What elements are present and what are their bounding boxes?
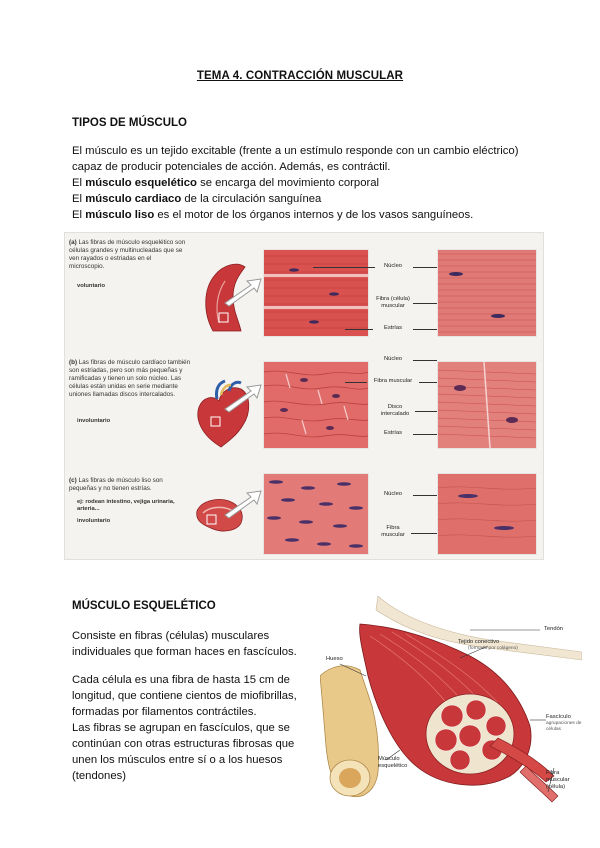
section-heading-skeletal: MÚSCULO ESQUELÉTICO <box>72 600 216 612</box>
leader-line <box>345 329 373 330</box>
label-fascicle: Fascículo <box>546 714 571 720</box>
panel-b-caption: (b) Las fibras de músculo cardíaco también son estriadas, pero son más pequeñas y ramificadas y tienen un solo núcleo. Las células están unidas en serie mediante uniones llamadas discos intercalados. <box>69 359 191 398</box>
panel-a-caption: (a) Las fibras de músculo esquelético son células grandes y multinucleadas que se ven rayados o estriadas en el microscopio. <box>69 239 186 270</box>
label-muscle-fiber: Fibra muscular <box>373 378 413 384</box>
paragraph-line: Cada célula es una fibra de hasta 15 cm de <box>72 674 290 686</box>
intro-line: capaz de producir potenciales de acción. Además, es contráctil. <box>72 161 391 173</box>
arrow-b-icon <box>223 383 263 413</box>
muscle-types-figure <box>64 232 544 560</box>
skeletal-muscle-illustration <box>320 596 582 808</box>
cardiac-zoom-micrograph <box>437 361 537 449</box>
label-muscle-fiber-cell: Fibra muscular (célula) <box>546 770 570 790</box>
label-bone: Hueso <box>326 656 343 662</box>
smooth-tissue-micrograph <box>263 473 369 555</box>
skeletal-zoom-micrograph <box>437 249 537 337</box>
intro-line: El músculo es un tejido excitable (frente a un estímulo responde con un cambio eléctrico) <box>72 145 519 157</box>
smooth-zoom-micrograph <box>437 473 537 555</box>
panel-b-sub: involuntario <box>77 418 111 424</box>
leader-line <box>413 303 437 304</box>
label-nucleus: Núcleo <box>383 356 403 362</box>
panel-c-sub: involuntario <box>77 518 111 524</box>
leader-line <box>413 360 437 361</box>
paragraph-line: unen los músculos entre sí o a los huesos <box>72 754 283 766</box>
panel-c-example: ej: rodean intestino, vejiga urinaria, arteria... <box>77 499 175 512</box>
leader-line <box>413 495 437 496</box>
cardiac-tissue-micrograph <box>263 361 369 449</box>
paragraph-line: longitud, que contiene cientos de miofibrillas, <box>72 690 297 702</box>
label-striations: Estrías <box>383 325 403 331</box>
leader-line <box>413 329 437 330</box>
paragraph-line: continúan con otras estructuras fibrosas que <box>72 738 295 750</box>
label-skeletal-muscle: Músculo esquelético <box>378 756 408 769</box>
types-paragraph <box>72 143 542 223</box>
label-tendon: Tendón <box>544 626 564 632</box>
label-nuclei: Núcleo <box>383 263 403 269</box>
label-striations-b: Estrías <box>383 430 403 436</box>
label-connective-tissue: Tejido conectivo <box>458 639 500 645</box>
leader-line <box>413 434 437 435</box>
label-connective-sub: (formado por colágeno) <box>468 646 518 651</box>
label-nucleus-c: Núcleo <box>383 491 403 497</box>
skeletal-paragraph-2 <box>72 672 312 784</box>
paragraph-line: Consiste en fibras (células) musculares <box>72 630 270 642</box>
arrow-a-icon <box>223 277 263 307</box>
paragraph-line: individuales que forman haces en fascículos. <box>72 646 297 658</box>
smooth-sentence: El músculo liso es el motor de los órganos internos y de los vasos sanguíneos. <box>72 209 474 221</box>
cardiac-sentence: El músculo cardiaco de la circulación sanguínea <box>72 193 322 205</box>
label-fiber-cell: Fibra (célula) muscular <box>376 296 410 309</box>
panel-a-sub: voluntario <box>77 283 106 289</box>
leader-line <box>415 411 437 412</box>
leader-line <box>345 382 367 383</box>
label-fascicle-sub: agrupaciones de células <box>546 721 582 732</box>
paragraph-line: (tendones) <box>72 770 127 782</box>
panel-c-caption: (c) Las fibras de músculo liso son pequeñas y no tienen estrías. <box>69 477 163 492</box>
label-muscle-fiber-c: Fibra muscular <box>381 525 405 538</box>
arrow-c-icon <box>223 489 263 519</box>
document-title: TEMA 4. CONTRACCIÓN MUSCULAR <box>196 70 404 82</box>
skeletal-muscle-figure <box>320 596 582 808</box>
leader-line <box>413 267 437 268</box>
skeletal-tissue-micrograph <box>263 249 369 337</box>
skeletal-paragraph-1 <box>72 628 312 660</box>
leader-line <box>313 267 375 268</box>
paragraph-line: Las fibras se agrupan en fascículos, que se <box>72 722 290 734</box>
term-skeletal: músculo esquelético <box>85 177 197 189</box>
label-intercalated-disc: Disco intercalado <box>380 404 410 417</box>
paragraph-line: formadas por filamentos contráctiles. <box>72 706 257 718</box>
leader-line <box>411 533 437 534</box>
term-cardiac: músculo cardiaco <box>85 193 182 205</box>
skeletal-sentence: El músculo esquelético se encarga del movimiento corporal <box>72 177 380 189</box>
section-heading-types: TIPOS DE MÚSCULO <box>72 117 188 129</box>
leader-line <box>419 382 437 383</box>
term-smooth: músculo liso <box>85 209 155 221</box>
